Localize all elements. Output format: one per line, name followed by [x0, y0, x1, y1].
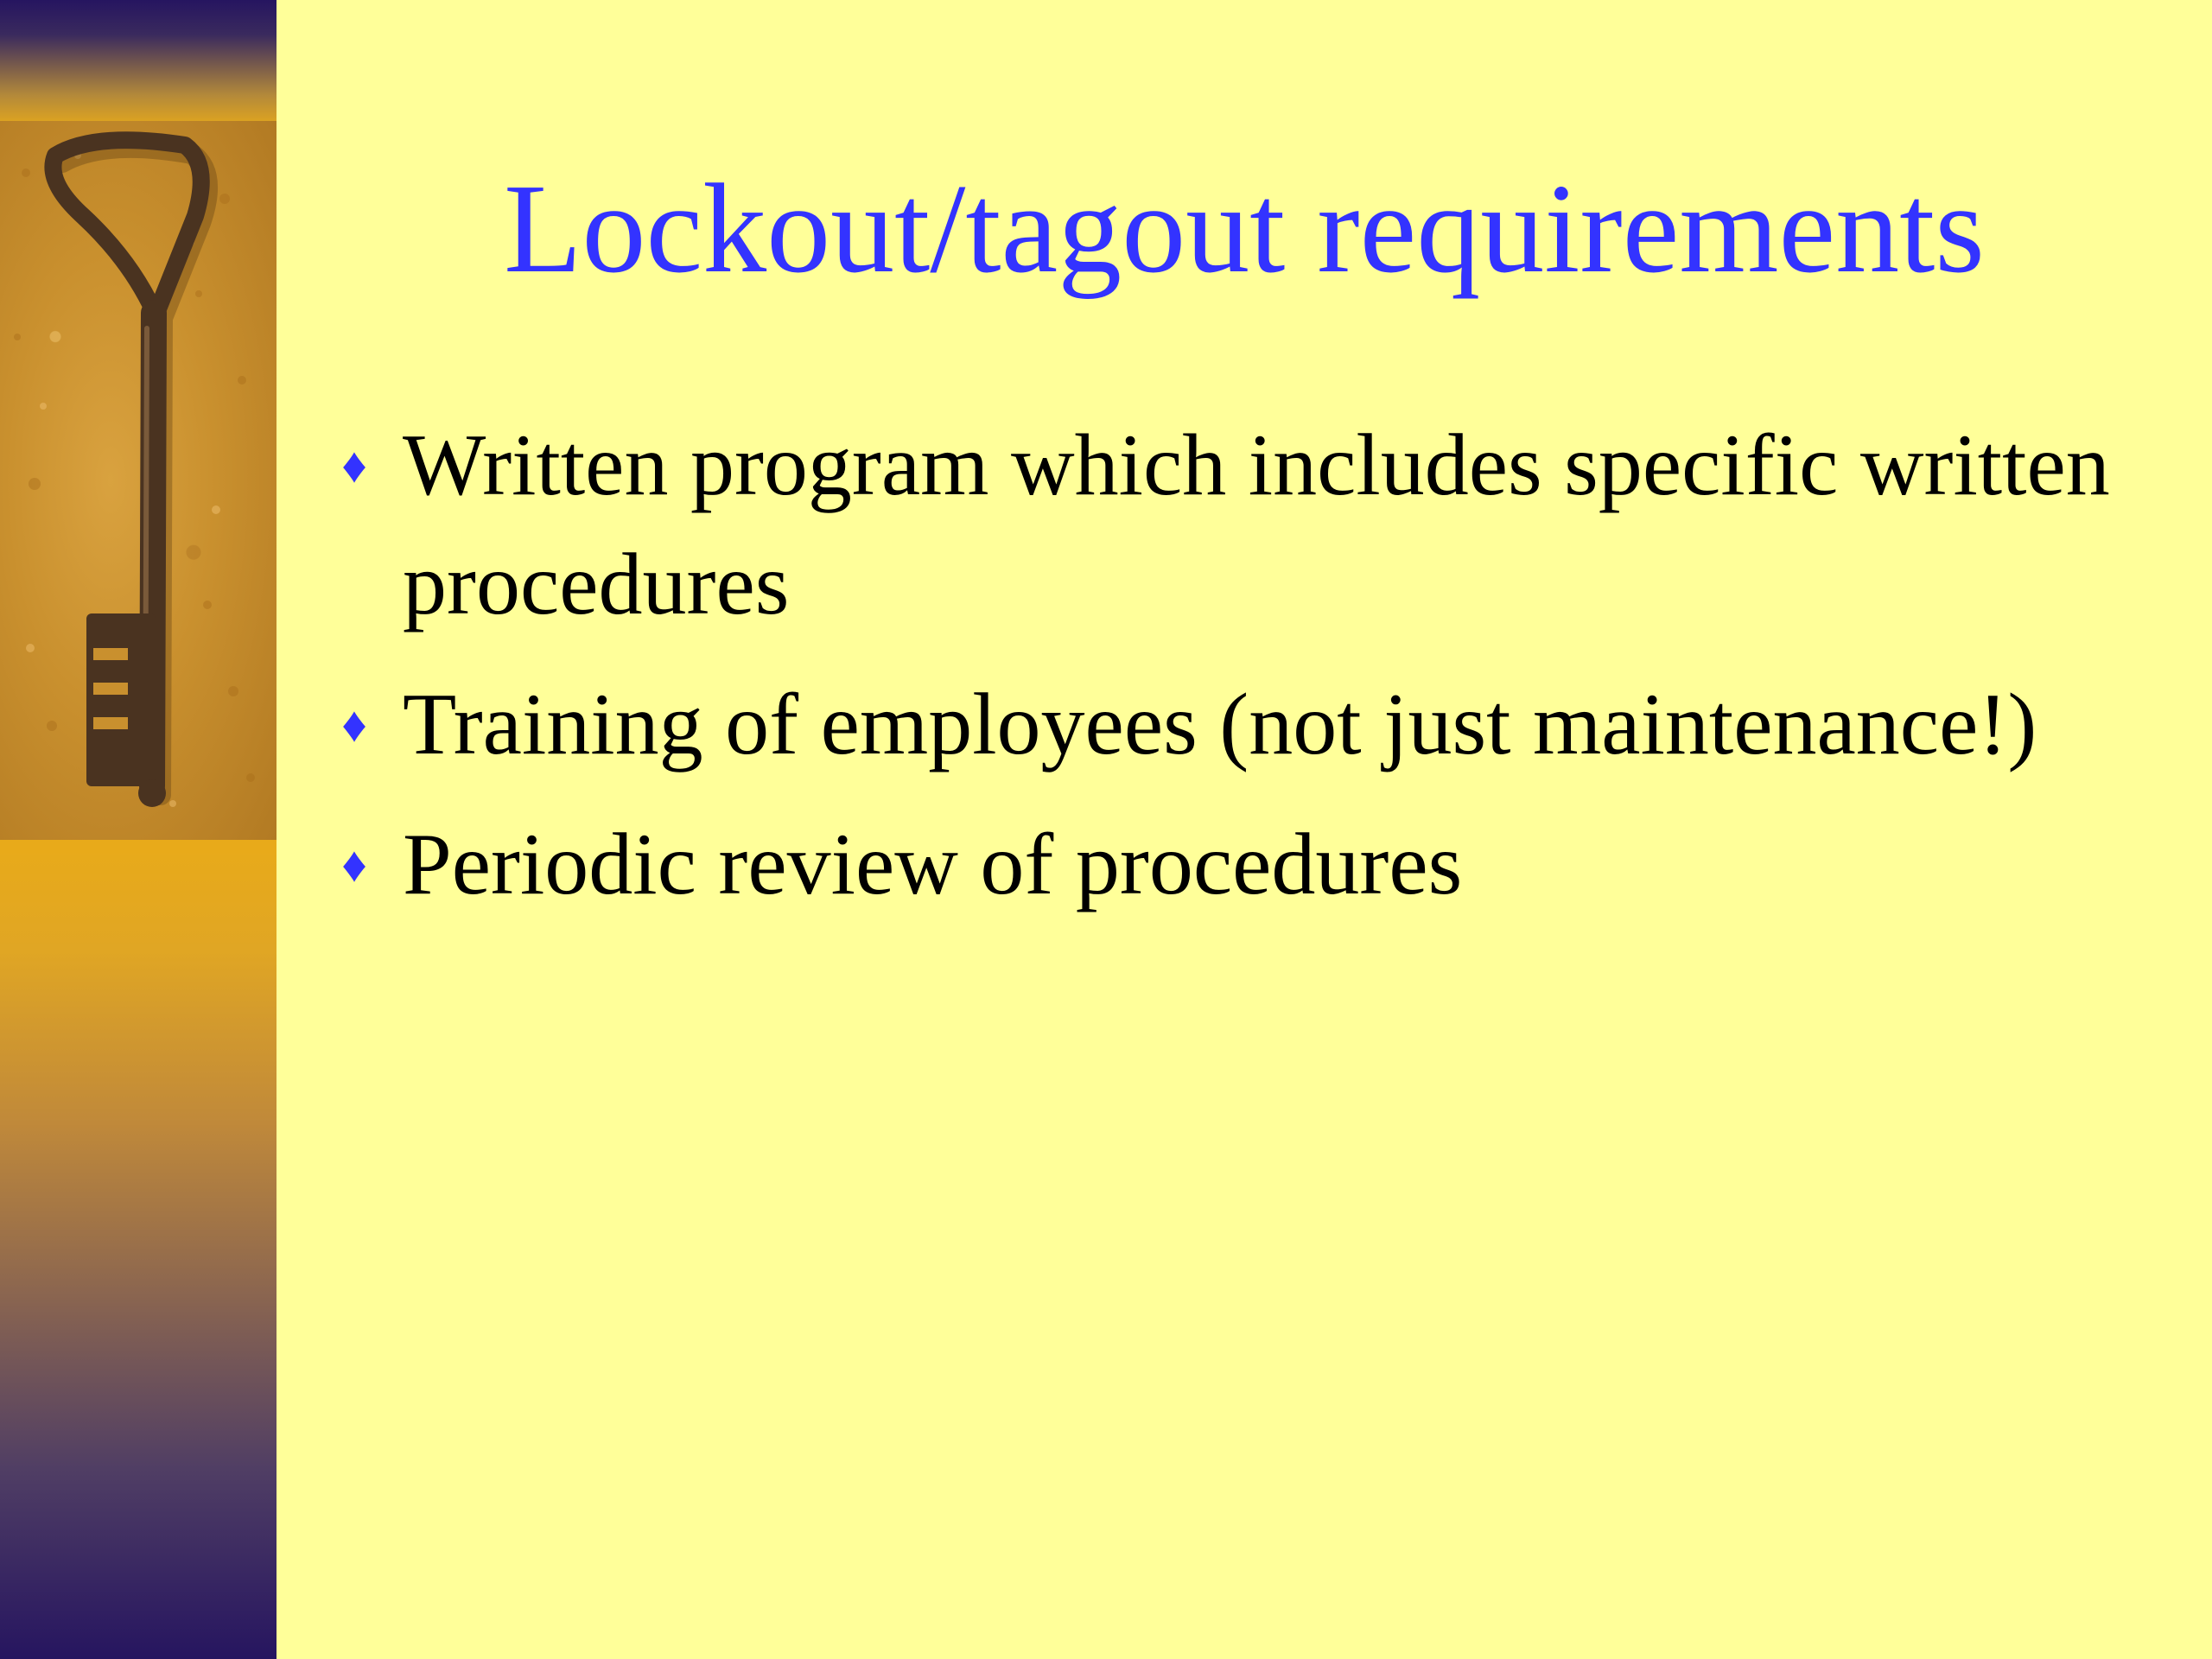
bullet-list [328, 406, 2160, 945]
diamond-bullet-icon: ♦ [341, 437, 367, 493]
key-icon [0, 121, 276, 840]
bullet-text: Periodic review of procedures [403, 816, 1463, 913]
bullet-item [328, 406, 2160, 645]
diamond-bullet-icon: ♦ [341, 836, 367, 893]
bullet-text: Written program which includes specific written procedures [403, 416, 2110, 633]
key-photo [0, 121, 276, 840]
slide-title: Lockout/tagout requirements [504, 158, 1985, 300]
diamond-bullet-icon: ♦ [341, 696, 367, 753]
bullet-item [328, 805, 2160, 925]
bullet-item [328, 665, 2160, 785]
bullet-text: Training of employees (not just maintenance!) [403, 676, 2037, 773]
